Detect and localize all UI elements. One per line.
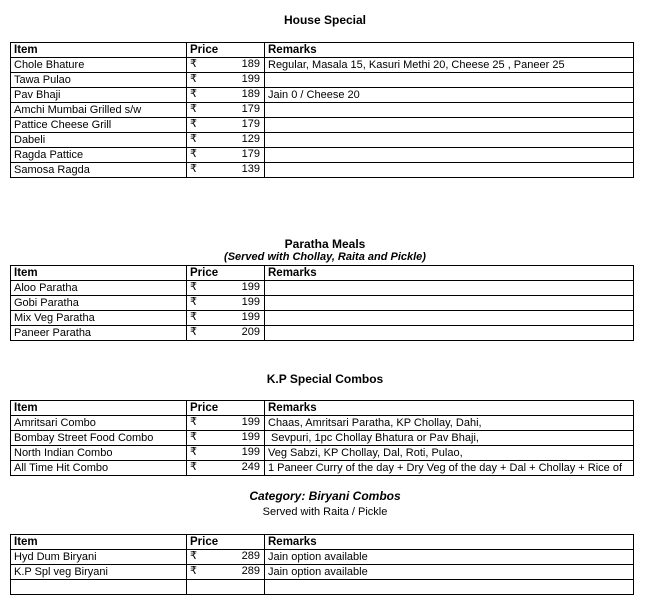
table-row <box>11 148 634 163</box>
price-amount: 199 <box>241 311 260 323</box>
table-row <box>11 103 634 118</box>
item-price <box>187 416 265 431</box>
table-row <box>11 326 634 341</box>
item-price <box>187 163 265 178</box>
price-amount: 189 <box>241 58 260 70</box>
price-amount: 199 <box>241 281 260 293</box>
item-remarks: Jain option available <box>265 550 634 565</box>
price-amount: 199 <box>241 431 260 443</box>
table-row <box>11 461 634 476</box>
currency-symbol: ₹ <box>190 446 197 458</box>
item-price <box>187 550 265 565</box>
item-remarks <box>265 133 634 148</box>
price-amount: 249 <box>241 461 260 473</box>
table-row <box>11 446 634 461</box>
item-name: Bombay Street Food Combo <box>11 431 187 446</box>
column-header-item: Item <box>11 401 187 416</box>
item-name: Ragda Pattice <box>11 148 187 163</box>
currency-symbol: ₹ <box>190 281 197 293</box>
item-price <box>187 565 265 580</box>
item-remarks: Regular, Masala 15, Kasuri Methi 20, Cheese 25 , Paneer 25 <box>265 58 634 73</box>
column-header-price: Price <box>187 401 265 416</box>
column-header-remarks: Remarks <box>265 266 634 281</box>
item-price <box>187 73 265 88</box>
item-remarks: Veg Sabzi, KP Chollay, Dal, Roti, Pulao, <box>265 446 634 461</box>
item-name: Dabeli <box>11 133 187 148</box>
table-row <box>11 416 634 431</box>
currency-symbol: ₹ <box>190 565 197 577</box>
table-row <box>11 133 634 148</box>
item-remarks <box>265 163 634 178</box>
section-title-paratha-meals: Paratha Meals <box>284 237 366 251</box>
section-subtitle-paratha-meals: (Served with Chollay, Raita and Pickle) <box>224 251 426 263</box>
menu-table-kp-special-combos <box>10 400 634 476</box>
table-header-row <box>11 535 634 550</box>
item-price <box>187 103 265 118</box>
item-name <box>11 580 187 595</box>
table-row <box>11 118 634 133</box>
item-name: Mix Veg Paratha <box>11 311 187 326</box>
item-remarks <box>265 103 634 118</box>
table-row <box>11 88 634 103</box>
table-header-row <box>11 266 634 281</box>
table-row <box>11 73 634 88</box>
price-amount: 289 <box>241 565 260 577</box>
price-amount: 199 <box>241 73 260 85</box>
currency-symbol: ₹ <box>190 431 197 443</box>
item-price <box>187 446 265 461</box>
table-row <box>11 311 634 326</box>
menu-table-house-special <box>10 42 634 178</box>
price-amount: 179 <box>241 148 260 160</box>
currency-symbol: ₹ <box>190 148 197 160</box>
currency-symbol: ₹ <box>190 133 197 145</box>
currency-symbol: ₹ <box>190 73 197 85</box>
price-amount: 199 <box>241 296 260 308</box>
item-price <box>187 580 265 595</box>
price-amount: 189 <box>241 88 260 100</box>
table-row <box>11 431 634 446</box>
table-row <box>11 550 634 565</box>
column-header-remarks: Remarks <box>265 401 634 416</box>
item-price <box>187 58 265 73</box>
column-header-item: Item <box>11 535 187 550</box>
item-name: Samosa Ragda <box>11 163 187 178</box>
column-header-remarks: Remarks <box>265 535 634 550</box>
currency-symbol: ₹ <box>190 58 197 70</box>
item-name: Paneer Paratha <box>11 326 187 341</box>
item-remarks <box>265 73 634 88</box>
item-price <box>187 88 265 103</box>
table-header-row <box>11 43 634 58</box>
column-header-price: Price <box>187 43 265 58</box>
section-title-kp-special-combos: K.P Special Combos <box>266 372 384 386</box>
column-header-price: Price <box>187 535 265 550</box>
item-price <box>187 148 265 163</box>
item-name: All Time Hit Combo <box>11 461 187 476</box>
table-row <box>11 58 634 73</box>
column-header-price: Price <box>187 266 265 281</box>
item-name: Chole Bhature <box>11 58 187 73</box>
item-price <box>187 311 265 326</box>
item-price <box>187 133 265 148</box>
currency-symbol: ₹ <box>190 163 197 175</box>
section-title-house-special: House Special <box>283 13 367 27</box>
item-remarks: Jain 0 / Cheese 20 <box>265 88 634 103</box>
price-amount: 139 <box>241 163 260 175</box>
item-remarks <box>265 326 634 341</box>
item-price <box>187 326 265 341</box>
item-name: Tawa Pulao <box>11 73 187 88</box>
currency-symbol: ₹ <box>190 88 197 100</box>
item-remarks: Jain option available <box>265 565 634 580</box>
currency-symbol: ₹ <box>190 103 197 115</box>
section-subtitle-biryani-combos: Served with Raita / Pickle <box>262 506 388 518</box>
currency-symbol: ₹ <box>190 326 197 338</box>
column-header-remarks: Remarks <box>265 43 634 58</box>
item-remarks <box>265 296 634 311</box>
item-price <box>187 431 265 446</box>
price-amount: 179 <box>241 103 260 115</box>
table-row <box>11 163 634 178</box>
currency-symbol: ₹ <box>190 416 197 428</box>
item-name: North Indian Combo <box>11 446 187 461</box>
item-name: Amritsari Combo <box>11 416 187 431</box>
item-remarks <box>265 148 634 163</box>
item-price <box>187 118 265 133</box>
item-remarks <box>265 118 634 133</box>
price-amount: 129 <box>241 133 260 145</box>
price-amount: 199 <box>241 446 260 458</box>
price-amount: 179 <box>241 118 260 130</box>
item-remarks: Chaas, Amritsari Paratha, KP Chollay, Dahi, <box>265 416 634 431</box>
price-amount: 209 <box>241 326 260 338</box>
item-name: Amchi Mumbai Grilled s/w <box>11 103 187 118</box>
item-name: Gobi Paratha <box>11 296 187 311</box>
currency-symbol: ₹ <box>190 311 197 323</box>
item-remarks: 1 Paneer Curry of the day + Dry Veg of the day + Dal + Chollay + Rice of <box>265 461 634 476</box>
column-header-item: Item <box>11 266 187 281</box>
table-row <box>11 281 634 296</box>
table-row <box>11 565 634 580</box>
currency-symbol: ₹ <box>190 461 197 473</box>
item-name: Aloo Paratha <box>11 281 187 296</box>
item-remarks <box>265 311 634 326</box>
item-remarks: Sevpuri, 1pc Chollay Bhatura or Pav Bhaji, <box>265 431 634 446</box>
item-remarks <box>265 580 634 595</box>
item-remarks <box>265 281 634 296</box>
menu-table-paratha-meals <box>10 265 634 341</box>
item-name: K.P Spl veg Biryani <box>11 565 187 580</box>
item-price <box>187 296 265 311</box>
currency-symbol: ₹ <box>190 550 197 562</box>
price-amount: 199 <box>241 416 260 428</box>
section-title-biryani-combos: Category: Biryani Combos <box>249 489 401 503</box>
item-price <box>187 461 265 476</box>
item-name: Hyd Dum Biryani <box>11 550 187 565</box>
currency-symbol: ₹ <box>190 118 197 130</box>
currency-symbol: ₹ <box>190 296 197 308</box>
table-header-row <box>11 401 634 416</box>
table-row <box>11 296 634 311</box>
item-name: Pav Bhaji <box>11 88 187 103</box>
menu-table-biryani-combos <box>10 534 634 595</box>
column-header-item: Item <box>11 43 187 58</box>
item-price <box>187 281 265 296</box>
item-name: Pattice Cheese Grill <box>11 118 187 133</box>
table-row <box>11 580 634 595</box>
price-amount: 289 <box>241 550 260 562</box>
